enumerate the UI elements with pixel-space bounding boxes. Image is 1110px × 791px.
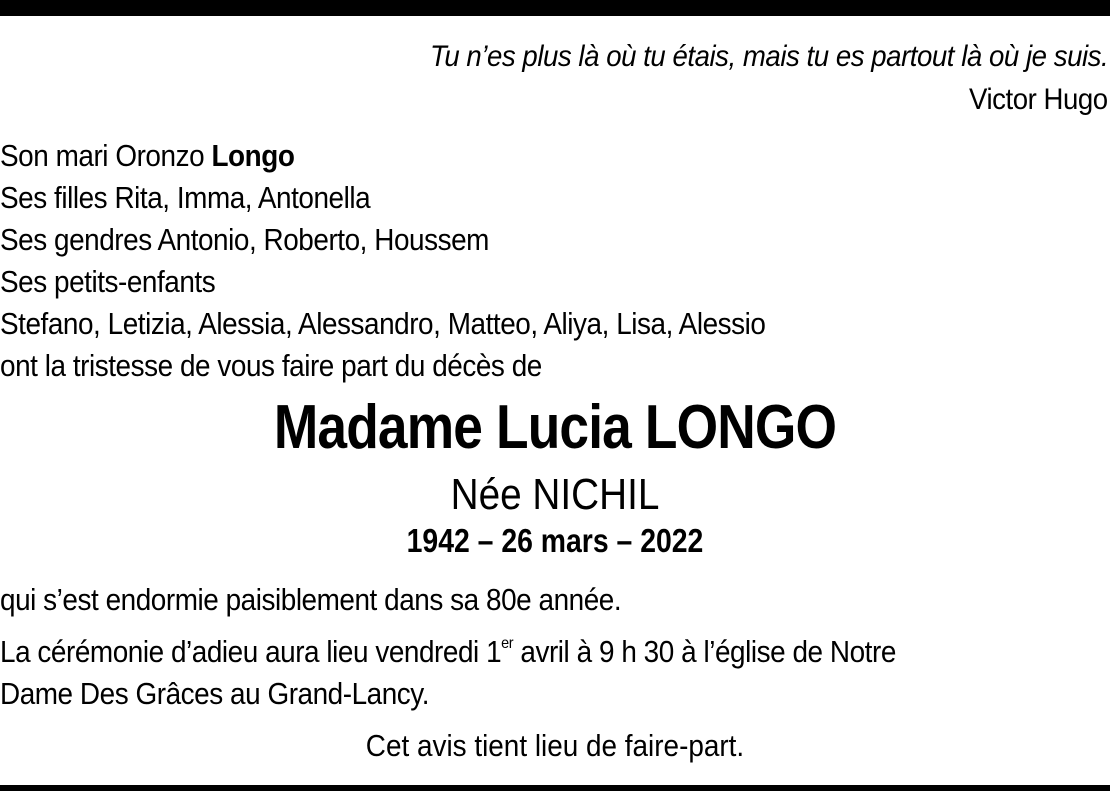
closing-line: Cet avis tient lieu de faire-part. xyxy=(365,728,745,763)
top-border-rule xyxy=(0,0,1110,16)
sons-in-law-line: Ses gendres Antonio, Roberto, Houssem xyxy=(0,222,489,257)
quote-text: Tu n’es plus là où tu étais, mais tu es partout là où je suis. xyxy=(429,40,1108,73)
grandchildren-heading: Ses petits-enfants xyxy=(0,264,216,299)
life-dates: 1942 – 26 mars – 2022 xyxy=(406,522,704,559)
ordinal-suffix: er xyxy=(501,635,514,652)
deceased-name: Madame Lucia LONGO xyxy=(273,393,837,462)
ceremony-location-line: Dame Des Grâces au Grand-Lancy. xyxy=(0,676,430,711)
ceremony-text-end: avril à 9 h 30 à l’église de Notre xyxy=(513,634,896,669)
daughters-line: Ses filles Rita, Imma, Antonella xyxy=(0,180,371,215)
passing-line: qui s’est endormie paisiblement dans sa 80e année. xyxy=(0,582,622,617)
bottom-border-rule xyxy=(0,785,1110,791)
grandchildren-names: Stefano, Letizia, Alessia, Alessandro, Matteo, Aliya, Lisa, Alessio xyxy=(0,306,766,341)
maiden-name: Née NICHIL xyxy=(450,470,660,519)
husband-line xyxy=(0,138,294,174)
husband-surname: Longo xyxy=(211,138,295,173)
announcement-line: ont la tristesse de vous faire part du décès de xyxy=(0,348,542,383)
quote-author: Victor Hugo xyxy=(969,83,1108,116)
husband-prefix: Son mari Oronzo xyxy=(0,138,212,173)
ceremony-line xyxy=(0,634,896,670)
ceremony-text-start: La cérémonie d’adieu aura lieu vendredi 1 xyxy=(0,634,502,669)
